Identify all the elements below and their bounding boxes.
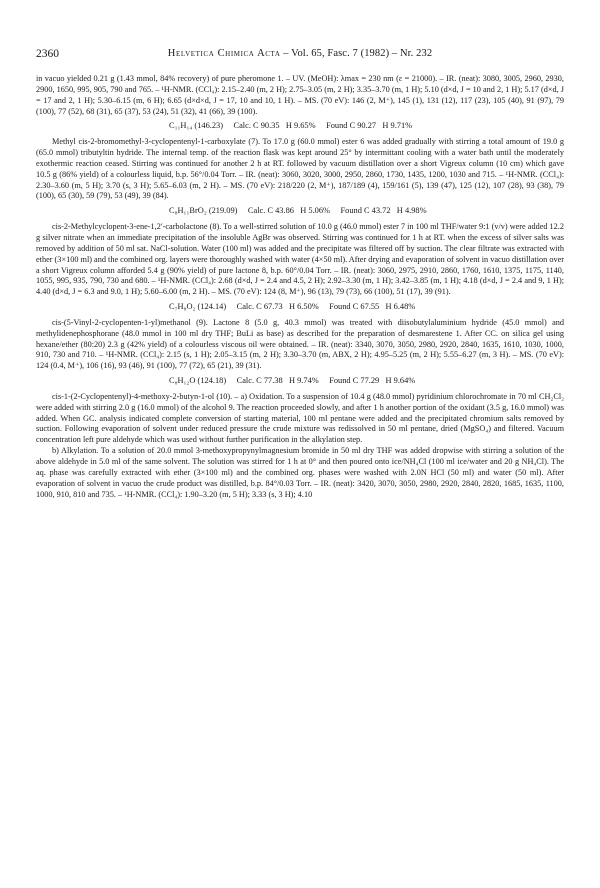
- paragraph-pheromone-data: in vacuo yielded 0.21 g (1.43 mmol, 84% recovery) of pure pheromone 1. – UV. (MeOH): λmax = 230 nm (ε = 21000). – IR. (neat): 3080, 3005, 2960, 2930, 2900, 1650, 995, 905, 790 and 765. – ¹H-NMR. (CCl₄): 2.15–2.40 (m, 2 H); 2.75–3.05 (m, 2 H); 3.35–3.70 (m, 1 H); 5.10 (d×d, J = 10 and 2, 1 H); 5.17 (d×d, J = 17 and 2, 1 H); 5.30–6.15 (m, 6 H); 6.65 (d×d×d, J = 17, 10 and 10, 1 H). – MS. (70 eV): 146 (2, M⁺), 145 (1), 131 (12), 117 (23), 105 (40), 91 (97), 79 (100), 77 (52), 68 (31), 65 (37), 53 (24), 51 (32), 41 (66), 39 (100).: [36, 74, 564, 116]
- journal-name: Helvetica Chimica Acta: [167, 48, 281, 59]
- paragraph-compound-9: cis-(5-Vinyl-2-cyclopenten-1-yl)methanol (9). Lactone 8 (5.0 g, 40.3 mmol) was treated with diisobutylaluminium hydride (45.0 mmol) and methylidenephosphorane (48.0 mmol in 100 ml dry THF; BuLi as base) as described for the preparation of desmarestene 1. After CC. on silica gel using hexane/ether (80:20) 2.3 g (42% yield) of a colourless viscous oil were obtained. – IR. (neat): 3340, 3070, 3050, 2980, 2920, 2840, 1635, 1610, 1030, 1000, 910, 730 and 710. – ¹H-NMR. (CCl₄): 2.15 (s, 1 H); 2.05–3.15 (m, 2 H); 3.30–3.70 (m, ABX, 2 H); 4.95–5.25 (m, 2 H); 5.55–6.27 (m, 3 H). – MS. (70 eV): 124 (0.4, M⁺), 106 (16), 93 (46), 91 (100), 77 (72), 65 (21), 39 (31).: [36, 317, 564, 371]
- journal-volume: – Vol. 65, Fasc. 7 (1982) – Nr. 232: [280, 48, 433, 59]
- paragraph-compound-8: cis-2-Methylcyclopent-3-ene-1,2′-carbolactone (8). To a well-stirred solution of 10.0 g (46.0 mmol) ester 7 in 100 ml THF/water 9:1 (v/v) were added 12.2 g silver nitrate when an immediate precipitation of the insoluble AgBr was observed. Stirring was continued for 1 h at RT. when the excess of silver salts was removed by addition of 50 ml sat. NaCl-solution. Water (100 ml) was added and the precipitate was filtered off by suction. The clear filtrate was extracted with ether (3×100 ml) and the combined org. layers were thoroughly washed with water (4×50 ml). After drying and evaporation of solvent in vacuo distillation over a short Vigreux column afforded 5.4 g (90% yield) of pure lactone 8, b.p. 60°/0.04 Torr. – IR. (neat): 3060, 2975, 2910, 2860, 1760, 1610, 1375, 1175, 1140, 1055, 995, 935, 790, 730 and 680. – ¹H-NMR. (CCl₄): 2.68 (d×d, J = 2.4 and 4.5, 2 H); 2.92–3.30 (m, 1 H); 3.42–3.85 (m, 1 H); 4.18 (d×d, J = 2.4 and 9, 1 H); 4.40 (d×d, J = 6.3 and 9.0, 1 H); 5.60–6.00 (m, 2 H). – MS. (70 eV): 124 (8, M⁺), 96 (13), 79 (73), 66 (100), 51 (17), 39 (91).: [36, 222, 564, 297]
- page-number: 2360: [36, 48, 59, 60]
- elemental-analysis-c8h12o: C₈H₁₂O (124.18) Calc. C 77.38 H 9.74% Found C 77.29 H 9.64%: [169, 376, 416, 386]
- paragraph-compound-10-oxidation: cis-1-(2-Cyclopentenyl)-4-methoxy-2-butyn-1-ol (10). – a) Oxidation. To a suspension of 10.4 g (48.0 mmol) pyridinium chlorochromate in 70 ml CH₂Cl₂ were added with stirring 2.0 g (16.0 mmol) of the alcohol 9. The reaction proceeded slowly, and after 1 h another portion of the oxidant (3.5 g, 16.0 mmol) was added. When GC. analysis indicated complete conversion of starting material, 100 ml pentane were added and the precipitated chromium salts removed by suction. Following evaporation of solvent under reduced pressure the crude mixture was redissolved in 50 ml pentane, dried (MgSO₄) and filtered. Vacuum concentration left pure aldehyde which was used without further purification in the alkylation step.: [36, 391, 564, 445]
- article-body: [36, 74, 564, 500]
- elemental-analysis-c7h8o2: C₇H₈O₂ (124.14) Calc. C 67.73 H 6.50% Found C 67.55 H 6.48%: [169, 302, 416, 312]
- paragraph-compound-10-alkylation: b) Alkylation. To a solution of 20.0 mmol 3-methoxypropynylmagnesium bromide in 50 ml dry THF was added dropwise with stirring a solution of the above aldehyde in 5.0 ml of the same solvent. The solution was stirred for 1 h at 0° and then poured onto ice/NH₄Cl (100 ml ice/water and 20 g NH₄Cl). The aq. phase was carefully extracted with ether (3×100 ml) and the combined org. phases were washed with 2.0N HCl (50 ml) and water (50 ml). After evaporation of solvent in vacuo the crude product was distilled, b.p. 84°/0.03 Torr. – IR. (neat): 3420, 3070, 3050, 2980, 2920, 2840, 2820, 1685, 1635, 1100, 1000, 910, 810 and 735. – ¹H-NMR. (CCl₄): 1.90–3.20 (m, 5 H); 3.33 (s, 3 H); 4.10: [36, 446, 564, 499]
- elemental-analysis-c11h14: C₁₁H₁₄ (146.23) Calc. C 90.35 H 9.65% Found C 90.27 H 9.71%: [169, 121, 413, 131]
- elemental-analysis-c8h11bro2: C₈H₁₁BrO₂ (219.09) Calc. C 43.86 H 5.06% Found C 43.72 H 4.98%: [169, 206, 427, 216]
- page-header: [36, 46, 564, 62]
- paragraph-compound-7: Methyl cis-2-bromomethyl-3-cyclopentenyl-1-carboxylate (7). To 17.0 g (60.0 mmol) ester 6 was added gradually with stirring a total amount of 19.0 g (65.0 mmol) tributyltin hydride. The internal temp. of the reaction flask was kept around 25° by intermittant cooling with a water bath until the moderately exothermic reaction ceased. Stirring was continued for another 2 h at RT. followed by vacuum distillation over a short Vigreux column (10 cm) which gave 10.5 g (86% yield) of a colourless liquid, b.p. 56°/0.04 Torr. – IR. (neat): 3060, 3020, 3000, 2950, 2860, 1730, 1435, 1200, 1030 and 715. – ¹H-NMR. (CCl₄): 2.30–3.60 (m, 5 H); 3.70 (s, 3 H); 5.65–6.03 (m, 2 H). – MS. (70 eV): 218/220 (2, M⁺), 187/189 (4), 159/161 (5), 139 (47), 125 (12), 107 (28), 93 (38), 79 (100), 65 (30), 59 (79), 53 (49), 39 (84).: [36, 137, 564, 201]
- journal-title: [36, 46, 564, 62]
